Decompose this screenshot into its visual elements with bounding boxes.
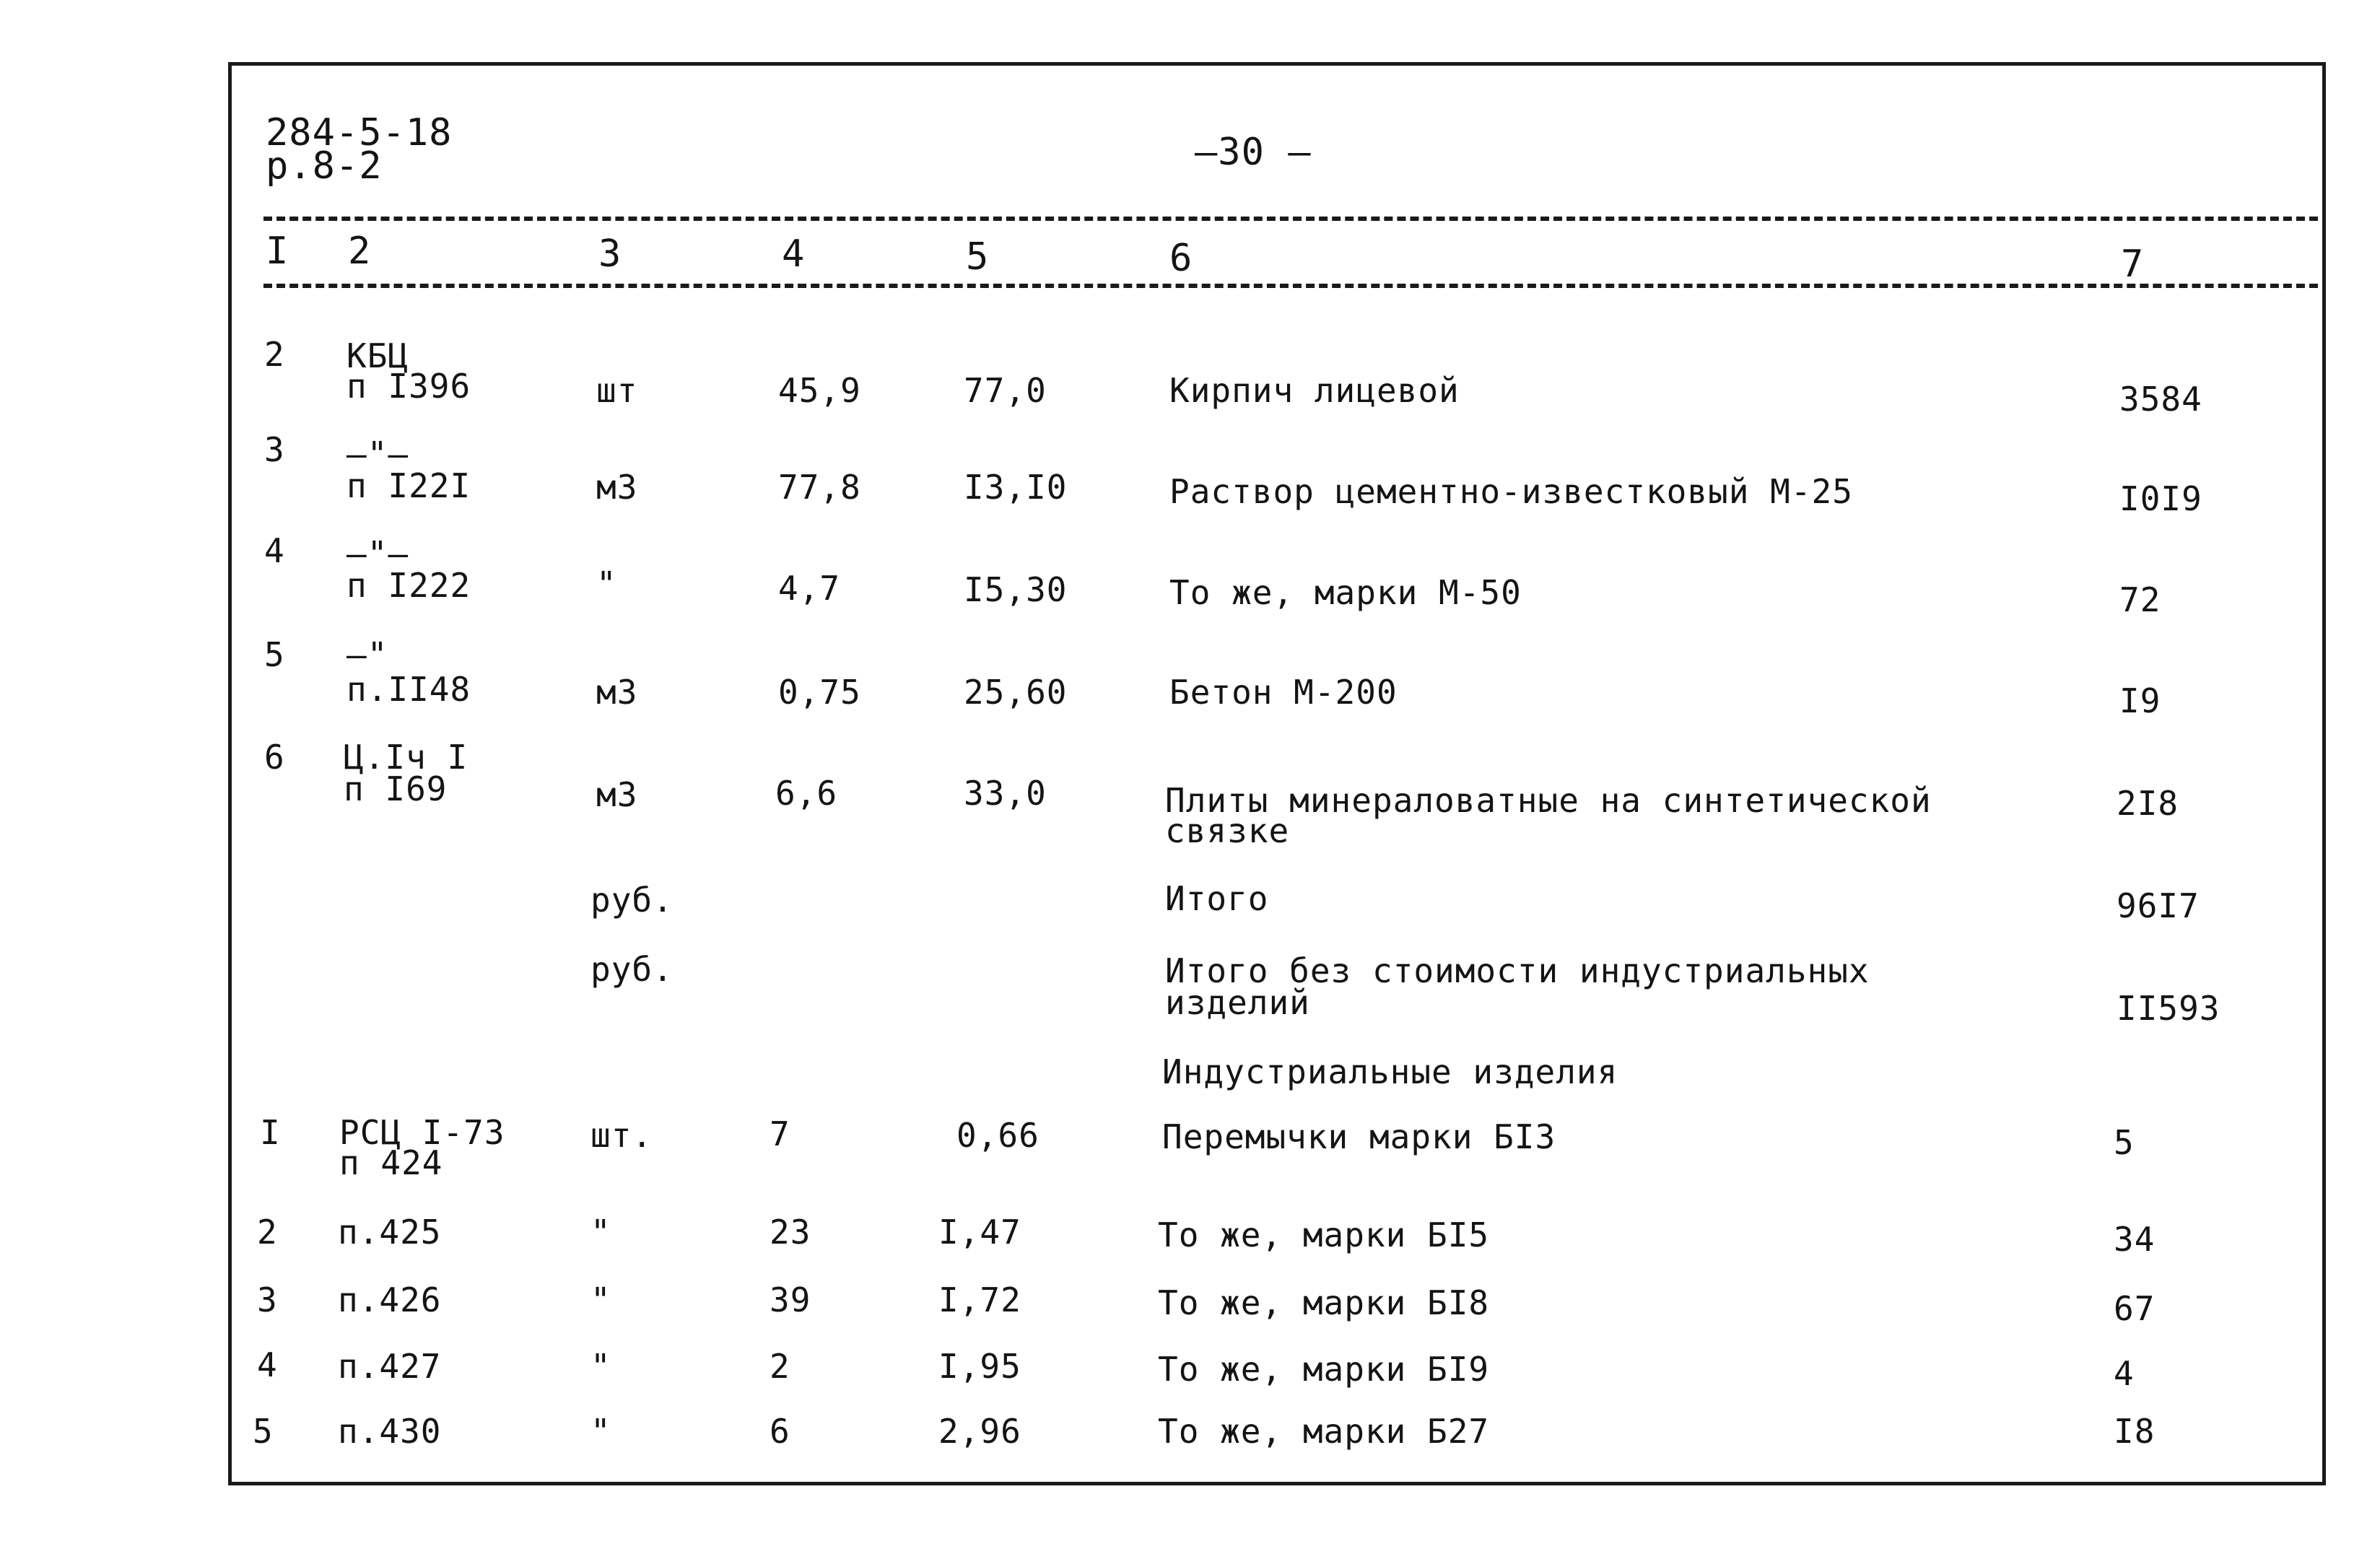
column-header-6: 6 [1169, 237, 1193, 280]
cell-description: То же, марки БI9 [1158, 1350, 1490, 1389]
cell-unit: руб. [590, 881, 674, 920]
cell-description: То же, марки М-50 [1169, 573, 1522, 612]
cell-unit: " [590, 1412, 611, 1451]
cell-description: То же, марки Б27 [1158, 1412, 1490, 1451]
cell-price: 0,66 [956, 1116, 1039, 1155]
cell-quantity: 39 [770, 1280, 811, 1319]
cell-total: I9 [2119, 681, 2161, 720]
column-header-7: 7 [2121, 243, 2145, 286]
cell-quantity: 45,9 [778, 371, 861, 410]
document-code: 284-5-18 [266, 111, 453, 154]
cell-source-ref: РСЦ I-73 [339, 1113, 505, 1152]
header-divider-bottom [263, 284, 2318, 288]
cell-quantity: 6,6 [775, 774, 838, 813]
cell-quantity: 0,75 [778, 673, 861, 712]
cell-number: 3 [257, 1280, 278, 1319]
cell-total: I0I9 [2119, 479, 2202, 518]
cell-price: 33,0 [964, 774, 1047, 813]
cell-price: 77,0 [964, 371, 1047, 410]
cell-source-ref: –" [346, 635, 388, 674]
cell-source-ref: –"– [346, 534, 409, 573]
cell-description: Итого [1165, 879, 1269, 918]
cell-description: Раствор цементно-известковый М-25 [1169, 472, 1853, 511]
cell-number: 4 [264, 531, 285, 570]
cell-quantity: 6 [770, 1412, 790, 1451]
cell-price: 25,60 [964, 673, 1068, 712]
cell-total: 96I7 [2117, 886, 2200, 925]
cell-price: I3,I0 [964, 468, 1068, 507]
cell-description: Перемычки марки БI3 [1162, 1117, 1556, 1156]
cell-unit: " [590, 1347, 611, 1386]
cell-source-ref: п.425 [338, 1213, 442, 1252]
column-header-5: 5 [966, 235, 990, 279]
cell-unit: шт. [590, 1116, 653, 1155]
cell-quantity: 7 [770, 1114, 790, 1153]
cell-total: 2I8 [2117, 784, 2179, 823]
page-number: —30 — [1195, 131, 1312, 174]
cell-number: 5 [264, 635, 285, 674]
cell-number: I [260, 1113, 281, 1152]
cell-quantity: 77,8 [778, 468, 861, 507]
column-header-4: 4 [782, 232, 806, 276]
cell-source-item: п.II48 [346, 670, 471, 709]
cell-source-ref: Ц.Iч I [344, 738, 468, 777]
cell-number: 5 [253, 1412, 274, 1451]
cell-quantity: 23 [770, 1213, 811, 1252]
header-divider-top [263, 217, 2318, 221]
cell-number: 3 [264, 430, 285, 469]
cell-source-ref: КБЦ [346, 336, 409, 375]
cell-total: 3584 [2119, 380, 2202, 419]
cell-total: 67 [2114, 1289, 2155, 1328]
cell-source-ref: п.426 [338, 1280, 442, 1319]
cell-source-item: п 424 [339, 1143, 443, 1182]
cell-source-item: п I69 [344, 769, 448, 808]
cell-total: 5 [2114, 1123, 2135, 1162]
cell-price: 2,96 [938, 1412, 1021, 1451]
cell-number: 6 [264, 738, 285, 777]
cell-unit: " [590, 1280, 611, 1319]
cell-unit: " [596, 564, 617, 603]
cell-unit: " [590, 1213, 611, 1252]
cell-price: I,72 [938, 1280, 1021, 1319]
cell-number: 4 [257, 1345, 278, 1384]
cell-price: I,47 [938, 1213, 1021, 1252]
cell-unit: м3 [596, 673, 638, 712]
cell-price: I5,30 [964, 570, 1068, 609]
cell-source-item: п I396 [346, 367, 471, 406]
cell-description: То же, марки БI5 [1158, 1215, 1490, 1254]
cell-total: 72 [2119, 580, 2161, 619]
cell-source-item: п I22I [346, 466, 471, 505]
cell-total: 4 [2114, 1354, 2135, 1393]
page-frame [228, 62, 2326, 1485]
cell-source-ref: п.427 [338, 1347, 442, 1386]
cell-description: Плиты минераловатные на синтетической [1165, 781, 1932, 820]
cell-unit: шт [596, 371, 638, 410]
cell-total: I8 [2114, 1412, 2155, 1451]
column-header-3: 3 [598, 232, 622, 276]
cell-description: Итого без стоимости индустриальных [1165, 951, 1870, 990]
cell-unit: руб. [590, 950, 674, 989]
cell-quantity: 2 [770, 1347, 790, 1386]
document-sheet: р.8-2 [266, 144, 383, 188]
cell-number: 2 [257, 1213, 278, 1252]
cell-unit: м3 [596, 775, 638, 814]
column-header-2: 2 [348, 230, 372, 273]
cell-quantity: 4,7 [778, 569, 841, 608]
cell-description-cont: изделий [1165, 983, 1310, 1022]
cell-description: Бетон М-200 [1169, 673, 1398, 712]
cell-description: То же, марки БI8 [1158, 1283, 1490, 1322]
cell-source-ref: –"– [346, 435, 409, 473]
cell-source-ref: п.430 [338, 1412, 442, 1451]
cell-total: II593 [2117, 989, 2220, 1028]
cell-unit: м3 [596, 468, 638, 507]
section-heading: Индустриальные изделия [1162, 1052, 1618, 1091]
cell-number: 2 [264, 335, 285, 374]
cell-total: 34 [2114, 1220, 2155, 1259]
cell-description: Кирпич лицевой [1169, 371, 1460, 410]
cell-source-item: п I222 [346, 566, 471, 605]
column-header-1: I [266, 230, 289, 273]
cell-price: I,95 [938, 1347, 1021, 1386]
cell-description-cont: связке [1165, 811, 1290, 850]
